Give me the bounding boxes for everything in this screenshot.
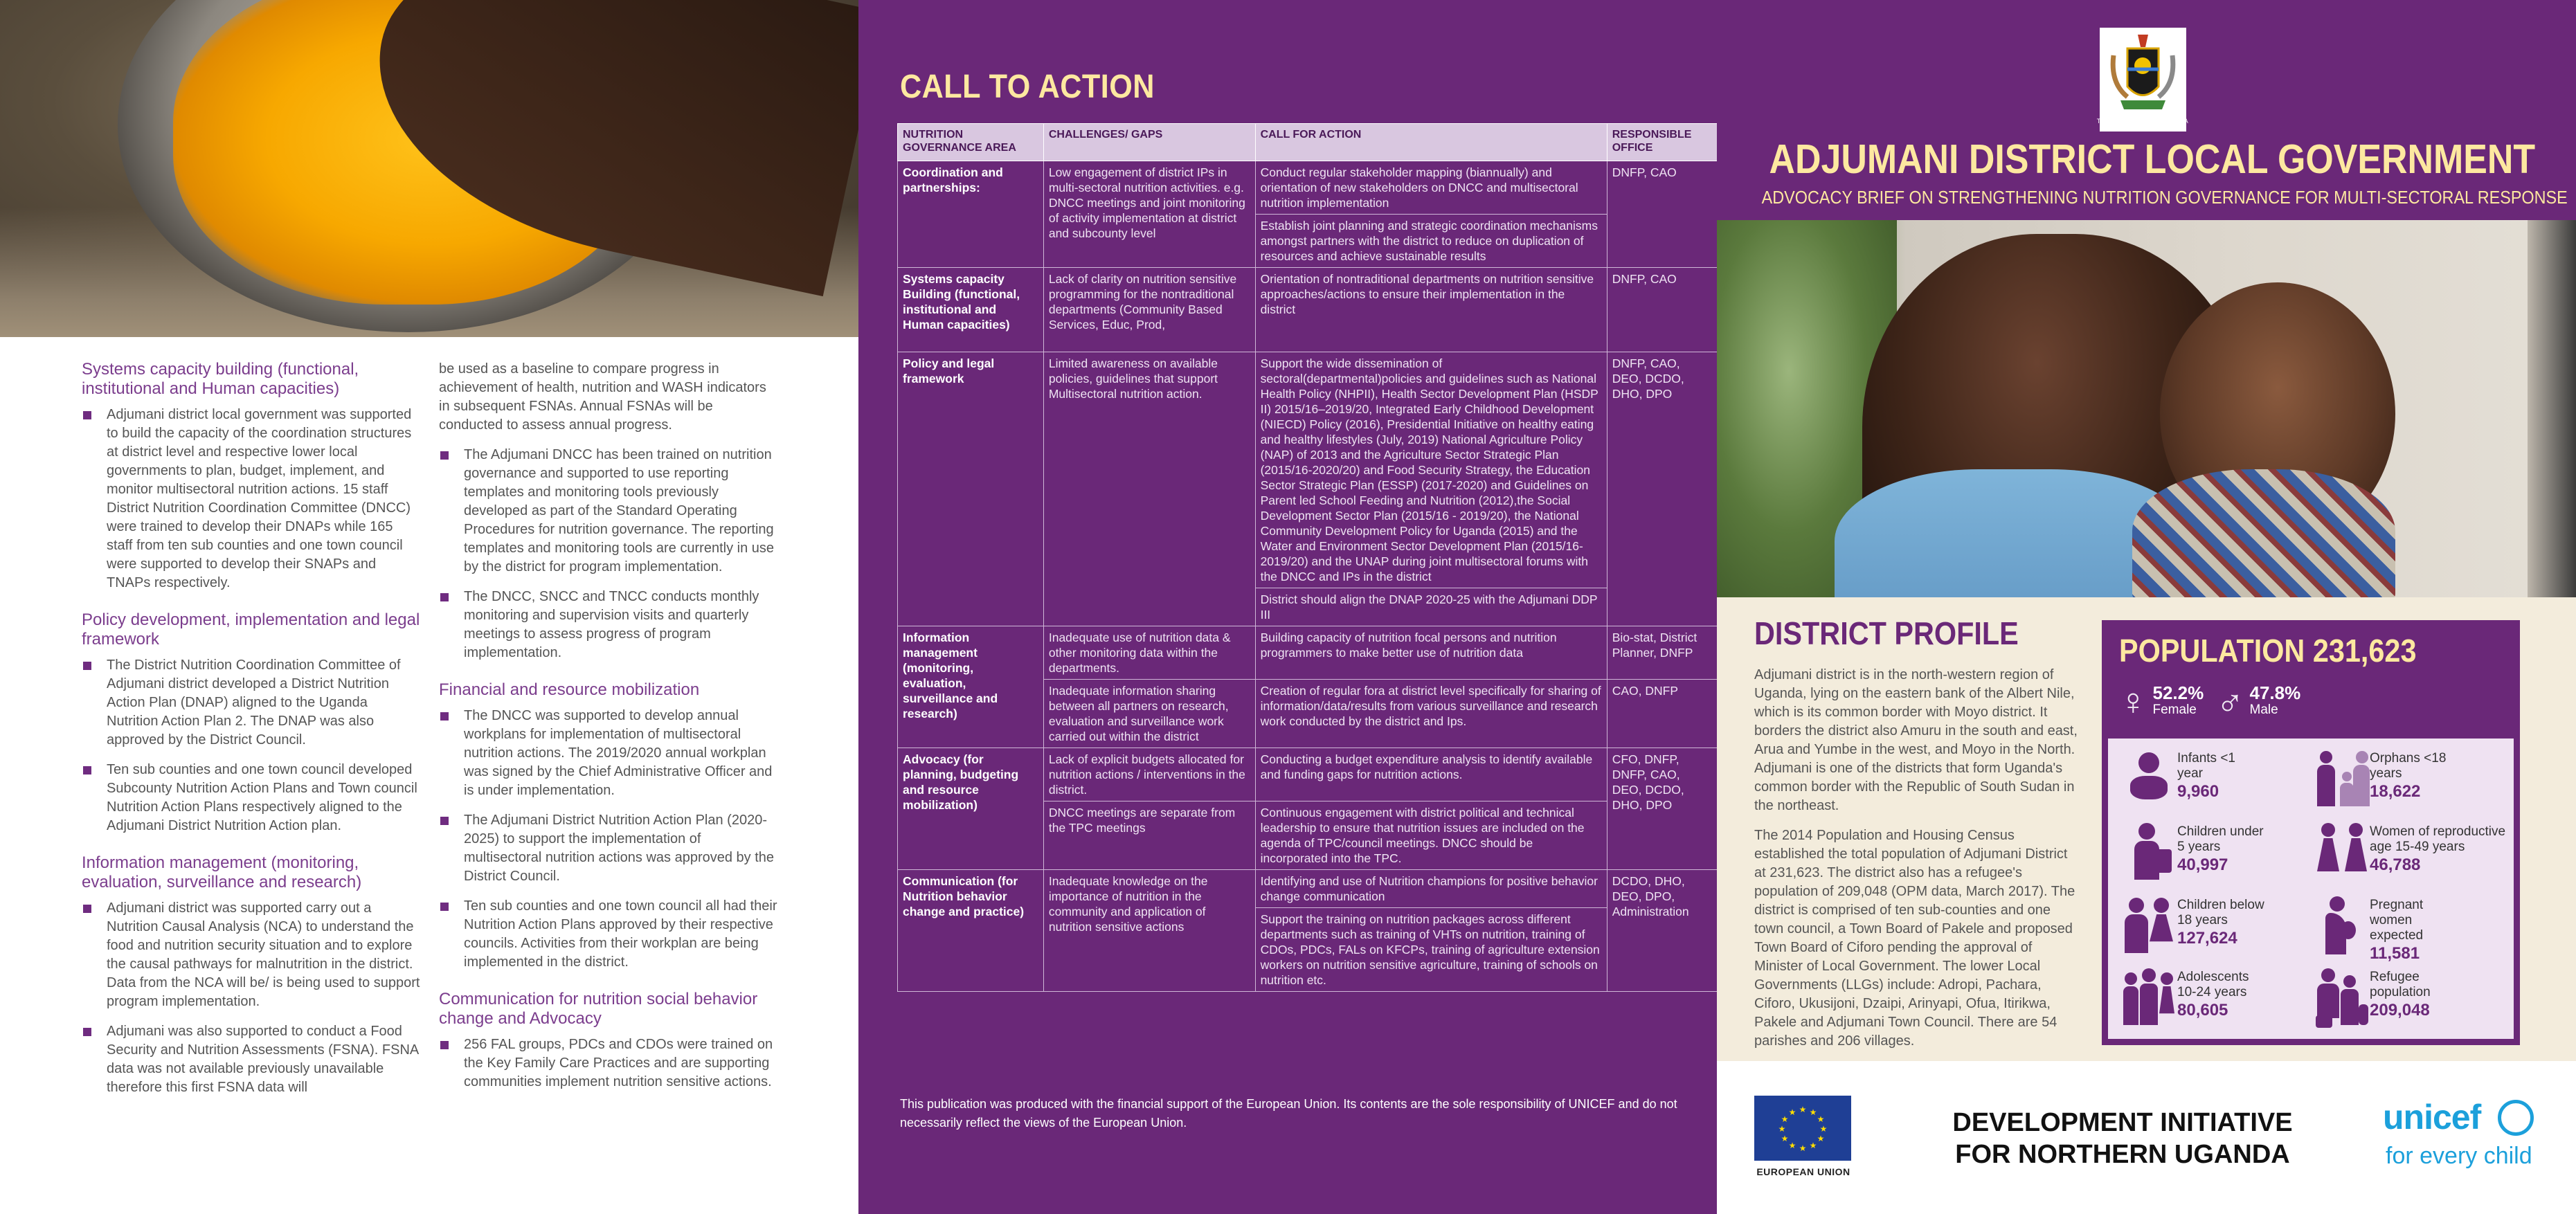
action-cell: Creation of regular fora at district level specifically for sharing of information/data/results from various surveillance and research work conducted by the district and Ips. — [1255, 680, 1607, 748]
table-row — [898, 352, 1718, 588]
stat-label: Orphans <18 years — [2370, 751, 2447, 781]
district-profile-title-text: DISTRICT PROFILE — [1754, 615, 2019, 651]
bullet: The DNCC was supported to develop annual workplans for implementation of multisectoral nutrition actions. The 2019/2020 annual workplan was signed by the Chief Administrative Officer and is under implementation. — [439, 707, 778, 800]
bullet: The Adjumani District Nutrition Action Plan (2020-2025) to support the implementation of multisectoral nutrition actions was approved by the District Council. — [439, 811, 778, 886]
unicef-tagline: for every child — [2386, 1143, 2532, 1169]
stat-pregnant-women — [2316, 895, 2513, 967]
bullet: The Adjumani DNCC has been trained on nutrition governance and supported to use reporting templates and monitoring tools previously developed as part of the Standard Operating Procedures for nutrition governance. The reporting templates and monitoring tools are currently in use by the district for program implementation. — [439, 446, 778, 577]
profile-paragraph: Adjumani district is in the north-western region of Uganda, lying on the eastern bank of the Albert Nile, which is its common border with Moyo district. It borders the district also Amuru in the south and east, Arua and Yumbe in the west, and Moyo in the North. Adjumani is one of the districts that form Uganda's common border with the Republic of South Sudan in the northeast. — [1754, 667, 2078, 813]
table-row — [898, 870, 1718, 908]
unicef-globe-icon — [2498, 1100, 2534, 1136]
stat-value: 127,624 — [2177, 929, 2237, 948]
svg-text:★: ★ — [1799, 1105, 1807, 1114]
stat-value: 11,581 — [2370, 944, 2420, 963]
action-cell: Continuous engagement with district political and technical leadership to ensure that nutrition issues are included on the agenda of TPC/council meetings. DNCC should be incorporated into the TPC. — [1255, 801, 1607, 870]
bullet: The DNCC, SNCC and TNCC conducts monthly monitoring and supervision visits and quarterly meetings to assess progress of program implementation. — [439, 588, 778, 662]
action-cell: Orientation of nontraditional departments on nutrition sensitive approaches/actions to ensure their implementation in the district — [1255, 268, 1607, 352]
challenge-cell: Lack of explicit budgets allocated for nutrition actions / interventions in the district. — [1043, 748, 1255, 801]
district-profile-title — [1754, 615, 2048, 652]
stat-label: Refugee population — [2370, 970, 2431, 999]
bullet: The District Nutrition Coordination Committee of Adjumani district developed a District Nutrition Action Plan (DNAP) aligned to the Uganda Nutrition Action Plan 2. The DNAP was also approved by the District Council. — [82, 656, 421, 750]
cta-title: CALL TO ACTION — [900, 69, 1155, 105]
stat-value: 80,605 — [2177, 1001, 2228, 1020]
panel-cover — [1717, 0, 2576, 1214]
call-to-action-table — [897, 123, 1718, 992]
right-text-column — [439, 360, 778, 1103]
challenge-cell: DNCC meetings are separate from the TPC meetings — [1043, 801, 1255, 870]
refugees-icon — [2316, 967, 2370, 1029]
office-cell: DNFP, CAO — [1607, 161, 1718, 268]
svg-text:★: ★ — [1781, 1134, 1789, 1143]
svg-text:★: ★ — [1817, 1134, 1825, 1143]
challenge-cell: Inadequate use of nutrition data & other monitoring data within the departments. — [1043, 626, 1255, 680]
dinu-logo-text: DEVELOPMENT INITIATIVE FOR NORTHERN UGANDA — [1952, 1108, 2293, 1169]
female-share — [2119, 683, 2204, 721]
male-pct: 47.8% — [2249, 682, 2301, 703]
male-symbol-icon: ♂ — [2216, 681, 2244, 723]
stat-value: 18,622 — [2370, 782, 2421, 801]
action-cell: Identifying and use of Nutrition champions for positive behavior change communication — [1255, 870, 1607, 908]
female-symbol-icon: ♀ — [2119, 681, 2147, 723]
office-cell: DNFP, CAO, DEO, DCDO, DHO, DPO — [1607, 352, 1718, 626]
stat-value: 9,960 — [2177, 782, 2219, 801]
district-title — [1717, 136, 2576, 183]
child-under-5-icon — [2123, 822, 2177, 884]
svg-text:★: ★ — [1788, 1107, 1796, 1117]
table-row — [898, 161, 1718, 215]
eu-flag-icon — [1754, 1096, 1851, 1161]
area-cell: Advocacy (for planning, budgeting and resource mobilization) — [898, 748, 1044, 870]
challenge-cell: Inadequate knowledge on the importance of nutrition in the community and application of nutrition sensitive actions — [1043, 870, 1255, 992]
bullet: Ten sub counties and one town council developed Subcounty Nutrition Action Plans and Town council Nutrition Action Plans respectively aligned to the Adjumani District Nutrition Action plan. — [82, 761, 421, 835]
uganda-coat-of-arms-icon — [2100, 28, 2186, 132]
brief-subtitle — [1717, 187, 2576, 208]
svg-text:★: ★ — [1819, 1124, 1828, 1134]
challenge-cell: Lack of clarity on nutrition sensitive programming for the nontraditional departments (Community Based Services, Educ, Prod, — [1043, 268, 1255, 352]
stat-label: Pregnant women expected — [2370, 898, 2424, 943]
mother-and-baby-photo — [1717, 220, 2576, 597]
svg-text:★: ★ — [1817, 1114, 1825, 1124]
action-cell: Conducting a budget expenditure analysis to identify available and funding gaps for nutrition actions. — [1255, 748, 1607, 801]
section-heading-capacity: Systems capacity building (functional, institutional and Human capacities) — [82, 360, 359, 398]
female-pct: 52.2% — [2152, 682, 2204, 703]
coat-of-arms-caption: THE REPUBLIC OF UGANDA — [2096, 118, 2189, 125]
action-cell: Building capacity of nutrition focal persons and nutrition programmers to make better use of nutrition data — [1255, 626, 1607, 680]
area-cell: Coordination and partnerships: — [898, 161, 1044, 268]
table-row — [898, 748, 1718, 801]
stat-label: Women of reproductive age 15-49 years — [2370, 824, 2506, 854]
svg-text:★: ★ — [1809, 1141, 1817, 1150]
stat-label: Infants <1 year — [2177, 751, 2235, 781]
svg-text:★: ★ — [1781, 1114, 1789, 1124]
stat-children-under-18 — [2123, 895, 2321, 967]
svg-text:★: ★ — [1809, 1107, 1817, 1117]
challenge-cell: Low engagement of district IPs in multi-sectoral nutrition activities. e.g. DNCC meetings and joint monitoring of activity implementation at district and subcounty level — [1043, 161, 1255, 268]
women-icon — [2316, 822, 2370, 884]
bullet: Ten sub counties and one town council all had their Nutrition Action Plans approved by their respective councils. Activities from their workplan are being implemented in the district. — [439, 897, 778, 972]
adolescents-icon — [2123, 967, 2177, 1029]
stat-label: Adolescents 10-24 years — [2177, 970, 2249, 999]
section-heading-communication: Communication for nutrition social behavior change and Advocacy — [439, 990, 758, 1028]
population-box — [2102, 620, 2520, 1045]
stat-label: Children under 5 years — [2177, 824, 2264, 854]
challenge-cell: Inadequate information sharing between all partners on research, evaluation and surveillance work carried out within the district — [1043, 680, 1255, 748]
office-cell: CFO, DNFP, DNFP, CAO, DEO, DCDO, DHO, DPO — [1607, 748, 1718, 870]
stat-women-reproductive — [2316, 822, 2513, 894]
district-profile-text — [1754, 666, 2080, 1062]
panel-achievements — [0, 0, 858, 1214]
office-cell: DNFP, CAO — [1607, 268, 1718, 352]
stat-value: 209,048 — [2370, 1001, 2430, 1020]
area-cell: Information management (monitoring, evaluation, surveillance and research) — [898, 626, 1044, 748]
svg-text:★: ★ — [1778, 1124, 1786, 1134]
header-area: NUTRITION GOVERNANCE AREA — [898, 124, 1044, 161]
office-cell: Bio-stat, District Planner, DNFP — [1607, 626, 1718, 680]
header-call-for-action: CALL FOR ACTION — [1255, 124, 1607, 161]
section-heading-financial: Financial and resource mobilization — [439, 680, 700, 699]
district-title-text: ADJUMANI DISTRICT LOCAL GOVERNMENT — [1769, 136, 2536, 182]
unicef-logo-text: unicef — [2383, 1098, 2481, 1136]
population-stats-grid — [2108, 739, 2514, 1039]
stat-value: 46,788 — [2370, 855, 2421, 874]
infant-icon — [2123, 748, 2177, 810]
mango-bowl-photo — [0, 0, 858, 337]
action-cell: Establish joint planning and strategic coordination mechanisms amongst partners with the district to reduce on duplication of resources and achieve sustainable results — [1255, 215, 1607, 268]
svg-text:★: ★ — [1799, 1143, 1807, 1153]
profile-paragraph: The 2014 Population and Housing Census established the total population of Adjumani District at 231,623. The district also has a refugee's population of 209,048 (OPM data, March 2017). The district is comprised of ten sub-counties and one town council, a Town Board of Pakele and proposed Town Board of Ciforo pending the approval of Minister of Local Government. The lower Local Governments (LLGs) include: Adropi, Pachara, Ciforo, Ukusijoni, Dzaipi, Arinyapi, Ofua, Itirikwa, Pakele and Adjumani Town Council. There are 54 parishes and 206 villages. — [1754, 828, 2075, 1049]
left-text-column — [82, 360, 421, 1108]
eu-label: EUROPEAN UNION — [1756, 1166, 1850, 1177]
stat-label: Children below 18 years — [2177, 898, 2264, 927]
office-cell: CAO, DNFP — [1607, 680, 1718, 748]
table-row — [898, 626, 1718, 680]
section-heading-information: Information management (monitoring, evaluation, surveillance and research) — [82, 853, 362, 891]
table-header-row — [898, 124, 1718, 161]
orphans-icon — [2316, 748, 2370, 810]
header-challenges: CHALLENGES/ GAPS — [1043, 124, 1255, 161]
population-title — [2119, 632, 2449, 669]
stat-adolescents — [2123, 967, 2321, 1039]
svg-text:★: ★ — [1788, 1141, 1796, 1150]
area-cell: Communication (for Nutrition behavior change and practice) — [898, 870, 1044, 992]
action-cell: District should align the DNAP 2020-25 with the Adjumani DDP III — [1255, 588, 1607, 626]
bullet: Adjumani district local government was supported to build the capacity of the coordination structures at district level and respective lower local governments to plan, budget, implement, and monitor multisectoral nutrition actions. 15 staff District Nutrition Coordination Committee (DNCC) were trained to develop their DNAPs while 165 staff from ten sub counties and one town council were supported to develop their SNAPs and TNAPs respectively. — [82, 406, 421, 592]
action-cell: Support the wide dissemination of sectoral(departmental)policies and guidelines such as National Health Policy (NHPII), Health Sector Development Plan (HSDP II) 2015/16–2019/20, Integrated Early Childhood Development (NIECD) Policy (2016), Presidential Initiative on healthy eating and healthy lifestyles (July, 2019) National Agriculture Policy (NAP) of 2013 and the Agriculture Sector Strategic Plan (2015/16-2020/20) and Food Security Strategy, the Education Sector Strategic Plan (ESSP) (2017-2020) and Guidelines on Parent led School Feeding and Nutrition (2012),the Social Development Sector Plan (2015/16 - 2019/20), the National Community Development Policy for Uganda (2015) and the Water and Environment Sector Development Plan (2015/16-2019/20) and the UNAP during joint multisectoral forums with the DNCC and IPs in the district — [1255, 352, 1607, 588]
table-row — [898, 268, 1718, 352]
header-responsible-office: RESPONSIBLE OFFICE — [1607, 124, 1718, 161]
stat-refugees — [2316, 967, 2513, 1039]
action-cell: Conduct regular stakeholder mapping (biannually) and orientation of new stakeholders on DNCC and multisectoral nutrition implementation — [1255, 161, 1607, 215]
partner-logos — [1717, 1061, 2576, 1214]
action-cell: Support the training on nutrition packages across different departments such as training of VHTs on nutrition, training of CDOs, PDCs, FALs on KFCPs, training of agriculture extension workers on nutrition sensitive agriculture, training of schools on nutrition etc. — [1255, 908, 1607, 992]
office-cell: DCDO, DHO, DEO, DPO, Administration — [1607, 870, 1718, 992]
population-title-text: POPULATION 231,623 — [2119, 633, 2417, 669]
brief-subtitle-text: ADVOCACY BRIEF ON STRENGTHENING NUTRITION GOVERNANCE FOR MULTI-SECTORAL RESPONSE — [1761, 187, 2568, 208]
bullet: Adjumani was also supported to conduct a Food Security and Nutrition Assessments (FSNA). FSNA data was not available previously unavailable therefore this first FSNA data will — [82, 1022, 421, 1097]
stat-value: 40,997 — [2177, 855, 2228, 874]
bullet: Adjumani district was supported carry out a Nutrition Causal Analysis (NCA) to understand the food and nutrition security situation and to explore the causal pathways for malnutrition in the district. Data from the NCA will be/ is being used to support program implementation. — [82, 899, 421, 1011]
female-label: Female — [2152, 703, 2197, 717]
eu-disclaimer: This publication was produced with the financial support of the European Union. Its contents are the sole responsibility of UNICEF and do not necessarily reflect the views of the European Union. — [900, 1097, 1677, 1130]
bullet: 256 FAL groups, PDCs and CDOs were trained on the Key Family Care Practices and are supporting communities implement nutrition sensitive actions. — [439, 1035, 778, 1091]
area-cell: Systems capacity Building (functional, institutional and Human capacities) — [898, 268, 1044, 352]
panel-call-to-action — [858, 0, 1717, 1214]
section-heading-policy: Policy development, implementation and legal framework — [82, 610, 420, 649]
stat-children-under-5 — [2123, 822, 2321, 894]
stat-infants — [2123, 748, 2321, 820]
male-label: Male — [2249, 703, 2278, 717]
male-share — [2216, 683, 2300, 721]
children-icon — [2123, 895, 2177, 957]
pregnant-woman-icon — [2316, 895, 2370, 957]
challenge-cell: Limited awareness on available policies, guidelines that support Multisectoral nutrition action. — [1043, 352, 1255, 626]
stat-orphans — [2316, 748, 2513, 820]
continuation-text: be used as a baseline to compare progress in achievement of health, nutrition and WASH indicators in subsequent FSNAs. Annual FSNAs will be conducted to assess annual progress. — [439, 361, 766, 433]
area-cell: Policy and legal framework — [898, 352, 1044, 626]
